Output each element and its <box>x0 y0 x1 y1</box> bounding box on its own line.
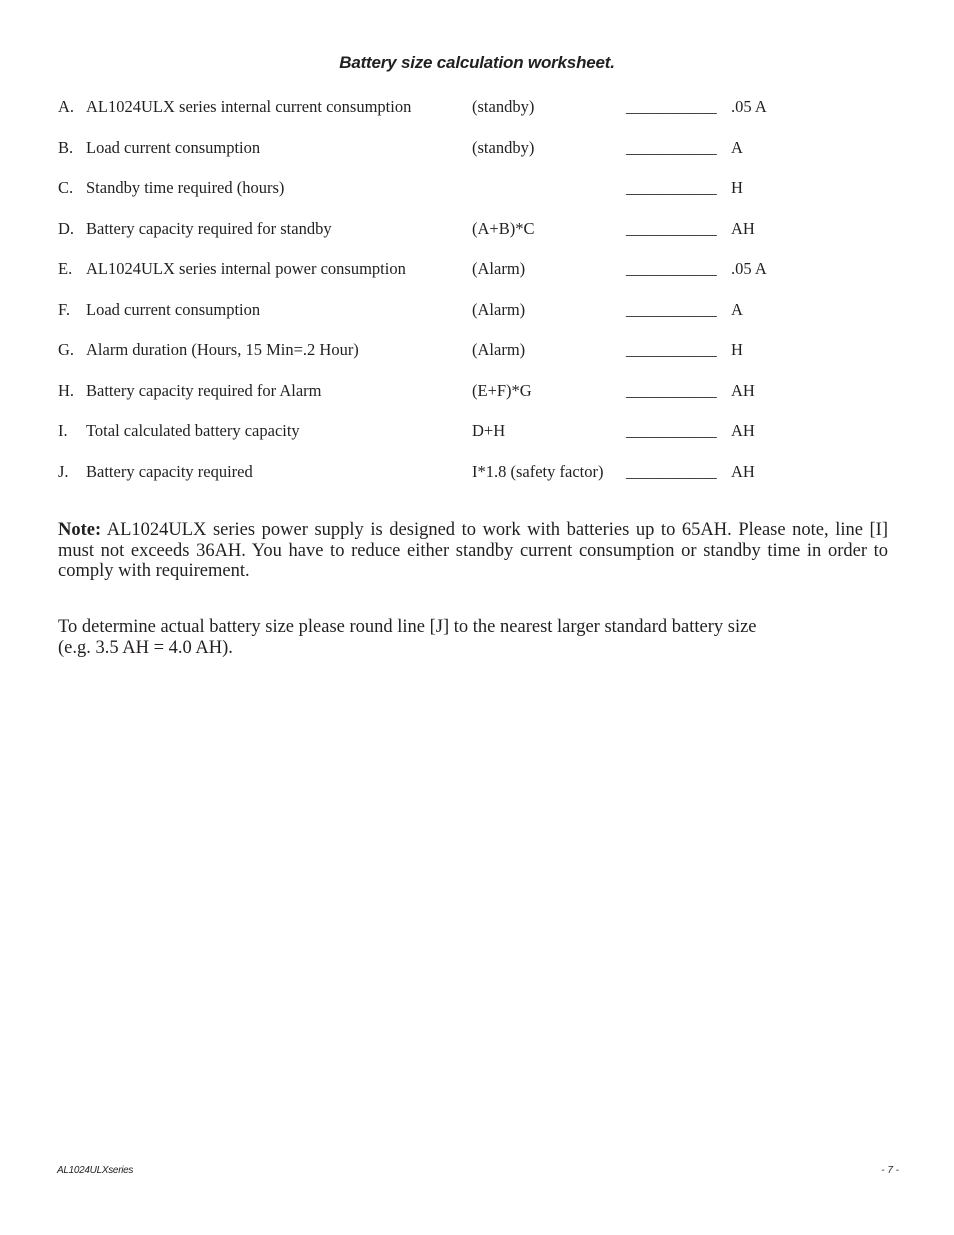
row-letter: I. <box>58 421 68 440</box>
row-formula: (Alarm) <box>472 299 526 319</box>
worksheet-row <box>58 299 898 340</box>
page-title: Battery size calculation worksheet. <box>339 53 615 72</box>
row-blank-field: ___________ <box>626 461 717 481</box>
row-blank-field: ___________ <box>626 421 717 440</box>
rounding-line-2: (e.g. 3.5 AH = 4.0 AH). <box>58 637 233 658</box>
row-letter: F. <box>58 299 70 319</box>
worksheet-row <box>58 461 898 502</box>
rounding-line-1: To determine actual battery size please round line [J] to the nearest larger standard battery size <box>58 617 757 637</box>
row-letter: H. <box>58 380 75 400</box>
row-formula: (E+F)*G <box>472 380 532 400</box>
row-blank-field: ___________ <box>626 340 717 359</box>
worksheet-table <box>58 96 898 501</box>
rounding-paragraph <box>58 617 888 658</box>
page-number: - 7 - <box>881 1165 899 1176</box>
row-formula: (standby) <box>472 97 535 116</box>
row-blank-field: ___________ <box>626 137 717 157</box>
row-unit: A <box>731 299 743 319</box>
row-formula: D+H <box>472 421 506 440</box>
row-description: Battery capacity required for standby <box>86 218 332 238</box>
worksheet-row <box>58 420 898 461</box>
worksheet-row <box>58 137 898 178</box>
row-description: Load current consumption <box>86 137 261 157</box>
row-blank-field: ___________ <box>626 178 717 197</box>
footer-product-name: AL1024ULXseries <box>57 1165 134 1176</box>
row-unit: .05 A <box>731 97 767 116</box>
worksheet-row <box>58 177 898 218</box>
note-text: AL1024ULX series power supply is designed to work with batteries up to 65AH. Please note, line [I] must not exceeds 36AH. You have to reduce either standby current consumption or standby time in order to comply with requirement. <box>58 520 888 581</box>
row-unit: AH <box>731 421 755 440</box>
row-unit: H <box>731 340 743 359</box>
worksheet-row <box>58 380 898 421</box>
row-blank-field: ___________ <box>626 380 717 400</box>
row-formula: (Alarm) <box>472 259 526 278</box>
note-paragraph <box>58 520 888 582</box>
row-unit: H <box>731 178 743 197</box>
row-unit: .05 A <box>731 259 767 278</box>
row-formula: I*1.8 (safety factor) <box>472 461 604 481</box>
row-description: Battery capacity required for Alarm <box>86 380 322 400</box>
row-unit: AH <box>731 461 755 481</box>
row-letter: J. <box>58 461 69 481</box>
row-description: AL1024ULX series internal current consumption <box>86 97 412 116</box>
row-letter: E. <box>58 259 73 278</box>
row-letter: A. <box>58 97 75 116</box>
row-blank-field: ___________ <box>626 299 717 319</box>
row-description: Total calculated battery capacity <box>86 421 300 440</box>
worksheet-row <box>58 258 898 299</box>
row-description: Load current consumption <box>86 299 261 319</box>
worksheet-row <box>58 339 898 380</box>
row-formula: (A+B)*C <box>472 218 535 238</box>
row-letter: D. <box>58 218 75 238</box>
worksheet-row <box>58 96 898 137</box>
row-unit: A <box>731 137 743 157</box>
row-description: Battery capacity required <box>86 461 253 481</box>
row-blank-field: ___________ <box>626 97 717 116</box>
worksheet-row <box>58 218 898 259</box>
note-label: Note: <box>58 520 102 540</box>
row-unit: AH <box>731 218 755 238</box>
row-description: Standby time required (hours) <box>86 178 285 197</box>
row-letter: C. <box>58 178 74 197</box>
row-description: Alarm duration (Hours, 15 Min=.2 Hour) <box>86 340 359 359</box>
row-blank-field: ___________ <box>626 218 717 238</box>
row-description: AL1024ULX series internal power consumption <box>86 259 406 278</box>
row-letter: G. <box>58 340 75 359</box>
row-letter: B. <box>58 137 74 157</box>
row-formula: (standby) <box>472 137 535 157</box>
row-blank-field: ___________ <box>626 259 717 278</box>
row-unit: AH <box>731 380 755 400</box>
row-formula: (Alarm) <box>472 340 526 359</box>
